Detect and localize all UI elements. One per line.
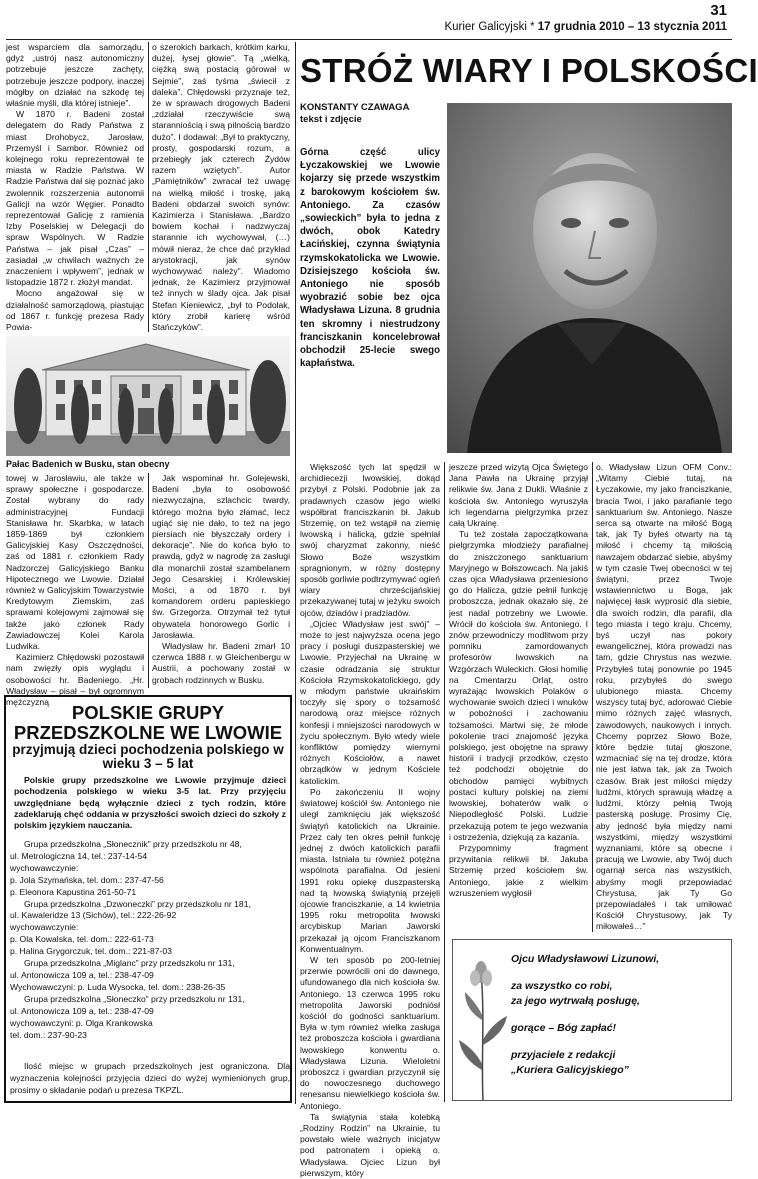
contact-line: wychowawczynie: (10, 862, 79, 873)
dedication-text (511, 952, 731, 1078)
kindergarten-notice-box (4, 695, 292, 1103)
dedication-line: za wszystko co robi, (511, 980, 613, 992)
paragraph: Po zakończeniu II wojny światowej kościół św. Antoniego nie uległ zamknięciu jak większość świątyń katolickich na Ukrainie. Przez cały ten okres pełnił funkcję jednej z dwóch katolickich parafii miasta. Istniała tu również potężna wspólnota parafialna. Od jesieni 1991 roku opiekę duszpasterską nad tą lwowską świątynią przejęli ojcowie franciszkanie, a 14 kwietnia 1995 roku metropolita lwowski arcybiskup Marian Jaworski przekazał ją ojcom Franciszkanom Konwentualnym. (300, 786, 440, 954)
portrait-illustration (447, 103, 732, 453)
dedication-line: przyjaciele z redakcji (511, 1049, 616, 1061)
paragraph: o szerokich barkach, krótkim karku, dużej, łysej głowie”. Tą „wielką, ciężką swą postacią górował w Sejmie”, zaś tyśma „świecił z daleka”. Chłędowski przyznaje też, że w sprawach drogowych Badeni „zdziałał rzeczywiście swą staranniością i swą pilnością bardzo dużo”. I dodawał: „Był to praktyczny, prosty, gospodarski rozum, a przebiegły jak czterech Żydów razem wziętych”. Autor „Pamiętników” zwracał też uwagę na wielką miłość i troskę, jaką Badeni obdarzał swoich synów: Kazimierza i Stanisława. „Bardzo bowiem kochał i nadzwyczaj starannie ich wychowywał, (…) mówił nieraz, że chce dać przykład arystokracji, jak synów wychowywać należy”. Wiadomo jednak, że Kazimierz przyjmował też innych w ślady ojca. Jak pisał Stefan Kieniewicz, „był to Podolak, który zrobił karierę wśród Stańczyków”. (152, 42, 290, 333)
contact-line: Grupa przedszkolna „Słoneczko” przy przedszkolu nr 131, (24, 993, 245, 1004)
contact-line: Wychowawczyni: p. Luda Wysocka, tel. dom.: 238-26-35 (10, 981, 226, 992)
dedication-line: Ojcu Władysławowi Lizunowi, (511, 953, 660, 965)
palace-photo (6, 336, 290, 456)
paragraph: „Ojciec Władysław jest swój” – może to jest najwyższa ocena jego pracy i posługi duszpasterskiej we Lwowie. Przyjechał na Ukrainę w czasie odradzania się struktur Kościoła Rzymskokatolickiego, gdy w młodym państwie ukraińskim toczyły się spory o tożsamość narodową oraz miejsce różnych konfesji i mniejszości narodowych w życiu społecznym. Było wtedy wiele konfliktów pomiędzy wiernymi różnych Kościołów, a nawet obrządków w jednym Kościele katolickim. (300, 618, 440, 786)
contact-line: p. Jola Szymańska, tel. dom.: 237-47-56 (10, 874, 164, 885)
author-name: KONSTANTY CZAWAGA (300, 102, 410, 113)
portrait-photo (447, 103, 732, 453)
column-divider (148, 42, 149, 332)
paragraph: Władysław hr. Badeni zmarł 10 czerwca 1888 r. w Gleichenbergu w Austrii, a pochowany został w grobach rodzinnych w Busku. (152, 641, 290, 685)
contact-line: ul. Antonowicza 109 a, tel.: 238-47-09 (10, 1005, 154, 1016)
palace-photo-caption: Pałac Badenich w Busku, stan obecny (6, 459, 170, 469)
paragraph: jest wsparciem dla samorządu, gdyż „ustrój nasz autonomiczny potrzebuje jeszcze zachęty, potrzebuje jeszcze podpory, inaczej mógłby on działać na szkodę tej właśnie myśli, dla której istnieje”. (6, 42, 144, 109)
article-col-a (300, 462, 440, 1178)
article-title: STRÓŻ WIARY I POLSKOŚCI (300, 52, 758, 89)
column-divider (148, 473, 149, 688)
running-head-separator: * (526, 21, 538, 33)
contact-line: p. Halina Grygorczuk, tel. dom.: 221-87-03 (10, 946, 172, 957)
box-footer: Ilość miejsc w grupach przedszkolnych jest ograniczona. Dla wyznaczenia kolejności przyjęcia dzieci do wyżej wymienionych grup, prosimy o składanie podań u prezesa TKPZL. (10, 1061, 290, 1095)
column-divider (592, 462, 593, 932)
paragraph: W ten sposób po 200-letniej przerwie powrócili oni do dawnego, ufundowanego dla nich kościoła św. Antoniego. 13 czerwca 1995 roku metropolita Jaworski podniósł kościół do godności sanktuarium. Była w tym również wielka zasługa też proboszcza kościoła i gwardiana lwowskiego konwentu o. Władysława Lizuna. Wieloletni proboszcz i gwardian przyczynił się do nowoczesnego duchowego renesansu niewielkiego kościoła św. Antoniego. (300, 954, 440, 1111)
dedication-box (452, 939, 732, 1101)
box-contact-list (10, 839, 290, 1041)
paragraph: o. Władysław Lizun OFM Conv.: „Witamy Ciebie tutaj, na Łyczakowie, my jako franciszkanie, bracia Twoi, i jako parafianie tego sanktuarium św. Antoniego. Nasze serca są otwarte na miłość Bogą tak, jak Ty byłeś otwarty na tą miłość i chcemy tą miłością nawzajem obdarzać siebie, abyśmy w tym czasie Twej obecności w tej świątyni, przez Twoje wstawiennictwo u Boga, jak najwięcej łask wyprosić dla siebie, dla swoich rodzin, dla parafii, dla tego miasta i tego kraju. Chcemy, byś uczył nas pokory ewangelicznej, która prowadzi nas tam, gdzie Chrystus nas wezwie. Przybyłeś tutaj ponownie po 1945 roku, przybyłeś do swego ulubionego miasta. Chcemy wszyscy tutaj być, adorować Ciebie mimo różnych zajęć własnych, zawodowych, naukowych i innych. Chcemy poprzez Słowo Boże, które będzie tutaj głoszone, wzmacniać się na tej drodze, która nie jest łatwa tak, jak za Twoich czasów. Brak jest miłości między ludźmi, których sprawują władzę a ludźmi, którzy pełnią Twoją pasterską posługę. Prosimy Cię, aby jedność była między nami wszystkimi, między wszystkimi wyznaniami, które są obecne i pracują we Lwowie, aby Twój duch ogarnął serca nas wszystkich, abyśmy mogli przepowiadać Chrystusa, jak Ty Go przepowiadałeś i tak umiłować Kościół Chrystusowy, jak Ty miłowałeś…” (596, 462, 732, 932)
left-article-col2-bottom (152, 473, 290, 688)
paragraph: jeszcze przed wizytą Ojca Świętego Jana Pawła na Ukrainę przyjął relikwie św. Jana z Dukli. Właśnie z kościoła św. Antoniego wyruszyła ich legendarna pielgrzymka przez całą Ukrainę. (449, 462, 588, 529)
author-note: tekst i zdjęcie (300, 114, 362, 125)
article-lead: Górna część ulicy Łyczakowskiej we Lwowie kojarzy się przede wszystkim z barokowym kościołem św. Antoniego. Za czasów „sowieckich” była to jedna z dwóch, obok Katedry Łacińskiej, czynna świątynia rzymskokatolicka we Lwowie. Dzisiejszego kościoła św. Antoniego nie sposób wyobrazić sobie bez ojca Władysława Lizuna. 8 grudnia ten skromny i niestrudzony franciszkanin koncelebrował obchodził 25-lecie swego kapłaństwa. (300, 147, 440, 370)
dedication-line: gorące – Bóg zapłać! (511, 1022, 617, 1034)
page-number: 31 (710, 2, 727, 19)
paragraph: W 1870 r. Badeni został delegatem do Rady Państwa z miast Drohobycz, Jarosław, Przemyśl i Sambor. Również od kolejnego roku reprezentował te miasta w Radzie Państwa. W Radzie Państwa dał się poznać jako zwolennik rozszerzenia autonomii Galicji na wzór Węgier. Ponadto reprezentował Galicję z ramienia Izby Poselskiej w Delegacji do spraw Wspólnych. W Radzie Państwa – jak pisał „Czas” – zasiadał „w chwilach ważnych ze znaczeniem i wpływem”, jednak w listopadzie 1872 r. złożył mandat. (6, 109, 144, 288)
paragraph: Tu też została zapoczątkowana pielgrzymka młodzieży parafialnej do zniszczonego sanktuarium Maryjnego w Bołszowcach. Na jakiś czas ojca Władysława przeniesiono go do Halicza, gdzie pełnił funkcję proboszcza, jednak okazało się, że jest nadal potrzebny we Lwowie. Wrócił do kościoła św. Antoniego. I znów przewodniczy modlitwom przy pomniku zamordowanych profesorów lwowskich na Wzgórzach Wuleckich. Głosi homilię na Cmentarzu Orląt, ostro wyrażając lwowskich Polaków o wychowanie swoich dzieci i wnuków w pobożności i zachowaniu tożsamości. Martwi się, że młode pokolenie traci znajomość języka polskiego, jest obojętne na sprawy historii i tradycji przodków, często też podchodzi obojętnie do obchodów pamięci wybitnych postaci kultury polskiej na ziemi lwowskiej, bohaterów walk o Niepodległość Polski. Ludzie przekazują potem te jego wezwania i ostrzeżenia, dziękują za kazania. (449, 529, 588, 842)
contact-line: tel. dom.: 237-90-23 (10, 1029, 87, 1040)
paragraph: towej w Jarosławiu, ale także w sprawy społeczne i gospodarcze. Został wybrany do rady administracyjnej Fundacji Stanisława hr. Skarbka, w latach 1859-1869 był członkiem Galicyjskiej Kasy Oszczędności, zaś od 1881 r. członkiem Rady Nadzorczej Galicyjskiego Banku Hipotecznego we Lwowie. Działał również w Galicyjskim Towarzystwie Kredytowym Ziemskim, zaś sprawami kolejowymi zajmował się także jako członek Rady Zawiadowczej Kolei Karola Ludwika. (6, 473, 144, 652)
dedication-line: „Kuriera Galicyjskiego” (511, 1064, 629, 1076)
contact-line: p. Eleonora Kapustina 261-50-71 (10, 886, 137, 897)
contact-line: wychowawczyni: p. Olga Krankowska (10, 1017, 153, 1028)
paragraph: Mocno angażował się w działalność samorządową, piastując od 1867 r. funkcję prezesa Rady Powia- (6, 288, 144, 333)
flower-illustration (455, 960, 511, 1100)
byline (300, 102, 409, 126)
contact-line: wychowawczynie: (10, 922, 79, 933)
paragraph: Przypomnimy fragment przywitania relikwii bł. Jakuba Strzemię przed kościołem św. Antoniego, jakie z wielkim wzruszeniem wygłosił (449, 842, 588, 898)
contact-line: ul. Metrologiczna 14, tel.: 237-14-54 (10, 850, 148, 861)
header-rule (6, 39, 732, 40)
dedication-line: za jego wytrwałą posługę, (511, 995, 640, 1007)
contact-line: Grupa przedszkolna „Miglanc” przy przedszkolu nr 131, (24, 958, 235, 969)
section-divider (295, 42, 296, 1104)
box-subtitle: przyjmują dzieci pochodzenia polskiego w wieku 3 – 5 lat (12, 742, 284, 771)
contact-line: ul. Kawaleridze 13 (Sichów), tel.: 222-26-92 (10, 910, 177, 921)
contact-line: p. Ola Kowalska, tel. dom.: 222-61-73 (10, 934, 154, 945)
issue-dates: 17 grudnia 2010 – 13 stycznia 2011 (537, 21, 727, 33)
paragraph: Większość tych lat spędził w archidiecezji lwowskiej, dokąd przybył z Polski. Podobnie jak za pradawnych czasów jego wielki współbrat franciszkanin bł. Jakub Strzemię, on też wstąpił na ziemię lwowską i halicką, gdzie spełniał swój charyzmat zakonny, nieść Słowo Boże wszystkim spragnionym, w różny dostępny sposób gorliwie podtrzymywać ogień wiary chrześcijańskiej przekazywanej tutaj w jeżyku swoich ojców, dziadów i pradziadów. (300, 462, 440, 618)
paragraph: Ta świątynia stała kolebką „Rodziny Rodzin” na Ukrainie, tu powstało wiele ważnych inicjatyw pod patronatem i opieką o. Władysława. Ojciec Lizun był pierwszym, który (300, 1111, 440, 1178)
contact-line: Grupa przedszkolna „Dzwoneczki” przy przedszkolu nr 181, (24, 898, 251, 909)
box-title: POLSKIE GRUPY PRZEDSZKOLNE WE LWOWIE (13, 702, 283, 743)
running-head (444, 21, 727, 33)
box-lead: Polskie grupy przedszkolne we Lwowie przyjmuje dzieci pochodzenia polskiego w wieku 3-5 lat. Przy przyjęciu uwzględniane będą wyłącznie dzieci z tych rodzin, które zadeklarują chęć oddania w przyszłości swoich dzieci do szkoły z polskim językiem nauczania. (14, 775, 286, 831)
article-col-b (449, 462, 588, 932)
page-header (0, 0, 735, 40)
left-article-col1-top (6, 42, 144, 334)
column-divider (444, 462, 445, 1102)
left-article-col2-top (152, 42, 290, 334)
publication-name: Kurier Galicyjski (444, 21, 527, 33)
contact-line: ul. Antonowicza 109 a, tel.: 238-47-09 (10, 969, 154, 980)
article-col-c (596, 462, 732, 932)
contact-line: Grupa przedszkolna „Słonecznik” przy przedszkolu nr 48, (24, 839, 242, 849)
paragraph: Jak wspominał hr. Golejewski, Badeni „była to osobowość niezwyczajna, szlachcic twardy, którego można było złamać, lecz ugiąć się nie dało, to też na jego piersiach nie błyszczały ordery i dekoracje”. Nie do końca było to prawdą, gdyż w nagrodę za zasługi dla monarchii został szambelanem Jego Cesarskiej i Królewskiej Mości, a od 1870 r. był komandorem orderu papieskiego św. Grzegorza. Otrzymał też tytuł obywatela honorowego Gorlic i Jarosławia. (152, 473, 290, 640)
palace-illustration (6, 336, 290, 456)
paragraph: Kazimierz Chłędowski pozostawił nam zwięzły opis wyglądu i osobowości hr. Badeniego. „Hr. Władysław – pisał – był ogromnym mężczyzną (6, 652, 144, 708)
left-article-col1-bottom (6, 473, 144, 708)
